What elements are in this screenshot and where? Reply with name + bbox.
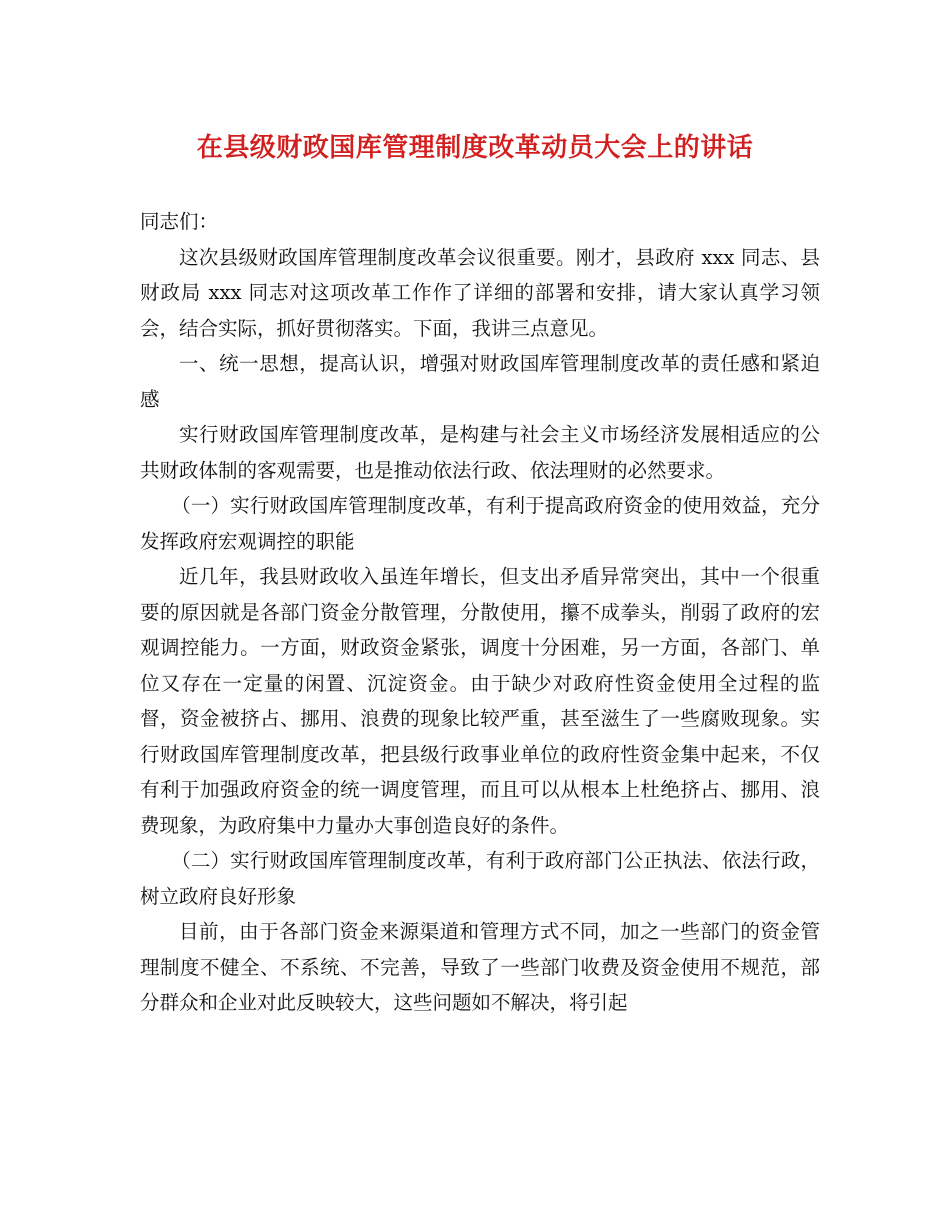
document-body [140, 204, 820, 1021]
document-title: 在县级财政国库管理制度改革动员大会上的讲话 [196, 133, 754, 163]
section-heading: 一、统一思想，提高认识，增强对财政国库管理制度改革的责任感和紧迫感 [140, 352, 820, 411]
subsection-heading: （一）实行财政国库管理制度改革，有利于提高政府资金的使用效益，充分发挥政府宏观调控的职能 [140, 494, 820, 553]
subsection-heading: （二）实行财政国库管理制度改革，有利于政府部门公正执法、依法行政，树立政府良好形象 [140, 849, 820, 908]
paragraph: 近几年，我县财政收入虽连年增长，但支出矛盾异常突出，其中一个很重要的原因就是各部门资金分散管理，分散使用，攥不成拳头，削弱了政府的宏观调控能力。一方面，财政资金紧张，调度十分困难，另一方面，各部门、单位又存在一定量的闲置、沉淀资金。由于缺少对政府性资金使用全过程的监督，资金被挤占、挪用、浪费的现象比较严重，甚至滋生了一些腐败现象。实行财政国库管理制度改革，把县级行政事业单位的政府性资金集中起来，不仅有利于加强政府资金的统一调度管理，而且可以从根本上杜绝挤占、挪用、浪费现象，为政府集中力量办大事创造良好的条件。 [140, 565, 820, 837]
salutation: 同志们： [140, 210, 219, 233]
paragraph: 实行财政国库管理制度改革，是构建与社会主义市场经济发展相适应的公共财政体制的客观需要，也是推动依法行政、依法理财的必然要求。 [140, 423, 820, 482]
paragraph: 目前，由于各部门资金来源渠道和管理方式不同，加之一些部门的资金管理制度不健全、不系统、不完善，导致了一些部门收费及资金使用不规范，部分群众和企业对此反映较大，这些问题如不解决，将引起 [140, 920, 820, 1014]
paragraph: 这次县级财政国库管理制度改革会议很重要。刚才，县政府 xxx 同志、县财政局 xxx 同志对这项改革工作作了详细的部署和安排，请大家认真学习领会，结合实际，抓好贯彻落实。下面，我讲三点意见。 [140, 245, 820, 340]
